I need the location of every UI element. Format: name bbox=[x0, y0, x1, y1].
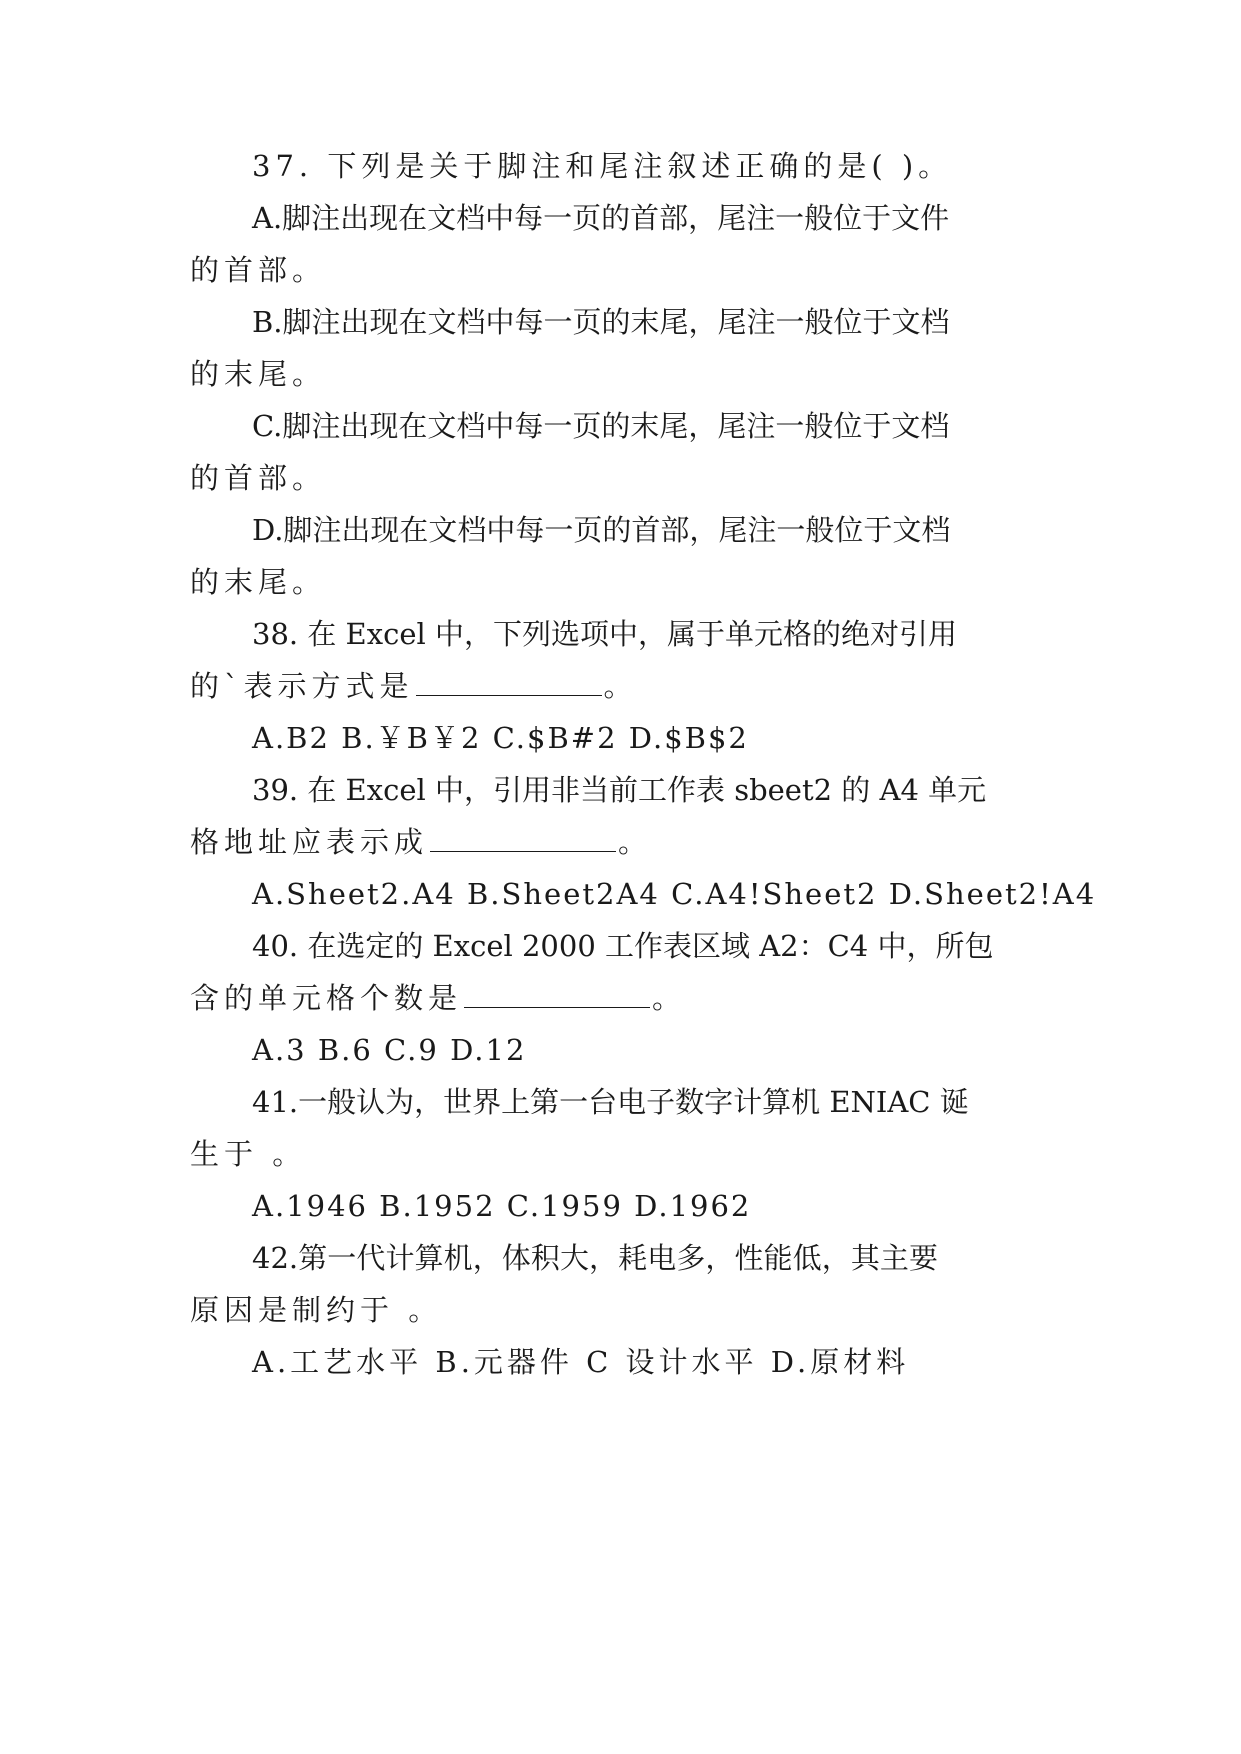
question-40-stem-text: 含的单元格个数是 bbox=[190, 981, 463, 1015]
question-37-option-a: A.脚注出现在文档中每一页的首部，尾注一般位于文件 bbox=[252, 201, 950, 235]
question-39-stem-end: 。 bbox=[618, 825, 653, 859]
question-37-option-b-cont: 的末尾。 bbox=[190, 357, 327, 391]
question-41-stem: 41.一般认为，世界上第一台电子数字计算机 ENIAC 诞 bbox=[252, 1085, 969, 1119]
question-40-stem: 40. 在选定的 Excel 2000 工作表区域 A2：C4 中，所包 bbox=[252, 929, 994, 963]
question-37-option-d-cont: 的末尾。 bbox=[190, 565, 327, 599]
question-40-stem-end: 。 bbox=[652, 981, 687, 1015]
question-39-options: A.Sheet2.A4 B.Sheet2A4 C.A4!Sheet2 D.Sheet2!A4 bbox=[252, 877, 1097, 911]
question-38-stem-text: 的`表示方式是 bbox=[190, 669, 414, 703]
question-40-options: A.3 B.6 C.9 D.12 bbox=[252, 1033, 527, 1067]
answer-blank bbox=[464, 981, 650, 1008]
question-38-stem-end: 。 bbox=[603, 669, 638, 703]
question-38-stem-cont bbox=[190, 666, 1050, 706]
question-40-stem-cont bbox=[190, 978, 1050, 1018]
question-37-option-a-cont: 的首部。 bbox=[190, 253, 327, 287]
question-38-stem: 38. 在 Excel 中，下列选项中，属于单元格的绝对引用 bbox=[252, 617, 957, 651]
question-42-stem: 42.第一代计算机，体积大，耗电多，性能低，其主要 bbox=[252, 1241, 938, 1275]
question-37-stem: 37. 下列是关于脚注和尾注叙述正确的是( )。 bbox=[252, 149, 953, 183]
question-37-option-c-cont: 的首部。 bbox=[190, 461, 327, 495]
answer-blank bbox=[416, 669, 602, 696]
question-39-stem-text: 格地址应表示成 bbox=[190, 825, 429, 859]
question-38-options: A.B2 B.￥B￥2 C.$B#2 D.$B$2 bbox=[252, 721, 749, 755]
answer-blank bbox=[430, 825, 616, 852]
question-42-options: A.工艺水平 B.元器件 C 设计水平 D.原材料 bbox=[252, 1345, 910, 1379]
question-42-stem-cont: 原因是制约于 。 bbox=[190, 1293, 443, 1327]
question-41-options: A.1946 B.1952 C.1959 D.1962 bbox=[252, 1189, 752, 1223]
question-41-stem-cont: 生于 。 bbox=[190, 1137, 307, 1171]
question-39-stem-cont bbox=[190, 822, 1050, 862]
question-37-option-c: C.脚注出现在文档中每一页的末尾，尾注一般位于文档 bbox=[252, 409, 950, 443]
question-37-option-b: B.脚注出现在文档中每一页的末尾，尾注一般位于文档 bbox=[252, 305, 950, 339]
question-39-stem: 39. 在 Excel 中，引用非当前工作表 sbeet2 的 A4 单元 bbox=[252, 773, 987, 807]
question-37-option-d: D.脚注出现在文档中每一页的首部，尾注一般位于文档 bbox=[252, 513, 951, 547]
